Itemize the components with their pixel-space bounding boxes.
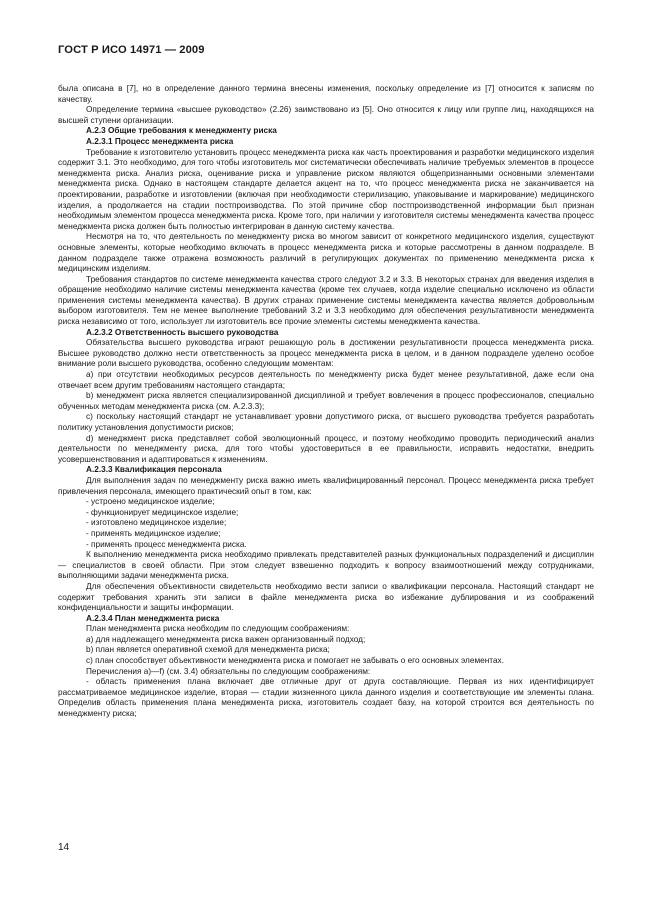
paragraph: - устроено медицинское изделие; [86,497,215,507]
paragraph: - функционирует медицинское изделие; [86,507,239,517]
paragraph: Определение термина «высшее руководство» (2.26) заимствовано из [5]. Оно относится к лицу или группе лиц, находящихся на высшей ступени организации. [58,105,594,125]
paragraph: - применять медицинское изделие; [86,528,221,538]
paragraph: d) менеджмент риска представляет собой эволюционный процесс, и поэтому необходимо проводить периодический анализ деятельности по менеджменту риска, для того чтобы удостовериться в ее правильности, исправить недостатки, внедрить усовершенствования и адаптироваться к изменениям. [58,433,594,464]
paragraph: Перечисления а)—f) (см. 3.4) обязательны по следующим соображениям: [86,666,371,676]
paragraph: - изготовлено медицинское изделие; [86,518,227,528]
paragraph: c) план способствует объективности менеджмента риска и помогает не забывать о его основных элементах. [86,656,504,666]
section-heading: А.2.3 Общие требования к менеджменту риска [86,126,277,136]
paragraph: Требование к изготовителю установить процесс менеджмента риска как часть проектирования и разработки медицинского изделия содержит 3.1. Это необходимо, для того чтобы изготовитель мог систематически обеспечивать наличие требуемых элементов в процессе менеджмента риска. Анализ риска, оценивание риска и управление риском являются общепризнанными основными элементами менеджмента риска. Однако в настоящем стандарте делается акцент на то, что процесс менеджмента риска не заканчивается на проектировании, разработке и изготовлении (включая при необходимости стерилизацию, упаковывание и маркирование) медицинского изделия, а продолжается на стадии постпроизводства. По этой причине сбор постпроизводственной информации был признан необходимым элементом процесса менеджмента риска. Кроме того, при наличии у изготовителя системы менеджмента качества процесс менеджмента риска должен быть полностью интегрирован в данную систему качества. [58,147,594,231]
paragraph: План менеджмента риска необходим по следующим соображениям: [86,624,350,634]
paragraph: К выполнению менеджмента риска необходимо привлекать представителей разных функциональных подразделений и дисциплин — специалистов в своей области. При этом следует взвешенно подходить к вопросу взаимоотношений между сотрудниками, выполняющими задачи менеджмента риска. [58,550,594,581]
paragraph: была описана в [7], но в определение данного термина внесены изменения, поскольку определение из [7] относится к записям по качеству. [58,84,594,104]
paragraph: a) при отсутствии необходимых ресурсов деятельность по менеджменту риска будет менее результативной, даже если она отвечает всем другим требованиям настоящего стандарта; [58,370,594,390]
section-heading: А.2.3.2 Ответственность высшего руководства [86,327,279,337]
paragraph: a) для надлежащего менеджмента риска важен организованный подход; [86,634,366,644]
document-header: ГОСТ Р ИСО 14971 — 2009 [58,44,205,56]
paragraph: c) поскольку настоящий стандарт не устанавливает уровни допустимого риска, от высшего руководства требуется разработать политику установления допустимости рисков; [58,412,594,432]
paragraph: Для выполнения задач по менеджменту риска важно иметь квалифицированный персонал. Процесс менеджмента риска требует привлечения персонала, имеющего практический опыт в том, как: [58,475,594,496]
paragraph: b) менеджмент риска является специализированной дисциплиной и требует вовлечения в процесс профессионалов, специально обученных методам менеджмента риска (см. А.2.3.3); [58,391,594,411]
paragraph: - область применения плана включает две отличные друг от друга составляющие. Первая из них идентифицирует рассматриваемое медицинское изделие, вторая — стадии жизненного цикла данного изделия и соответствующие им элементы плана. Определив область применения плана менеджмента риска, изготовитель создает базу, на которой строится вся деятельность по менеджменту риска; [58,677,594,719]
paragraph: Обязательства высшего руководства играют решающую роль в достижении результативности процесса менеджмента риска. Высшее руководство должно нести ответственность за процесс менеджмента риска в целом, и в данном подразделе уделено особое внимание роли высшего руководства, особенно следующим моментам: [58,338,594,369]
paragraph: b) план является оперативной схемой для менеджмента риска; [86,645,330,655]
paragraph: Несмотря на то, что деятельность по менеджменту риска во многом зависит от конкретного медицинского изделия, существуют основные элементы, которые необходимо включать в процесс менеджмента риска и которые рассмотрены в данном подразделе. В данном подразделе также отражена возможность различий в регулирующих документах по применению менеджмента риска к медицинским изделиям. [58,232,594,274]
page-number: 14 [58,842,70,853]
paragraph: - применять процесс менеджмента риска. [86,539,247,549]
section-heading: А.2.3.3 Квалификация персонала [86,465,222,475]
section-heading: А.2.3.1 Процесс менеджмента риска [86,136,234,146]
document-body [58,84,594,720]
paragraph: Требования стандартов по системе менеджмента качества строго следуют 3.2 и 3.3. В некоторых странах для введения изделия в обращение необходимо наличие системы менеджмента качества (кроме тех случаев, когда изделие специально исключено из области применения системы менеджмента качества). В других странах применение системы менеджмента качества является добровольным выбором изготовителя. Тем не менее выполнение требований 3.2 и 3.3 необходимо для обеспечения результативности менеджмента риска независимо от того, использует ли изготовитель все прочие элементы системы менеджмента качества. [58,274,594,327]
paragraph: Для обеспечения объективности свидетельств необходимо вести записи о квалификации персонала. Настоящий стандарт не содержит требования хранить эти записи в файле менеджмента риска во избежание дублирования и из соображений конфиденциальности и защиты информации. [58,581,594,613]
section-heading: А.2.3.4 План менеджмента риска [86,613,220,623]
